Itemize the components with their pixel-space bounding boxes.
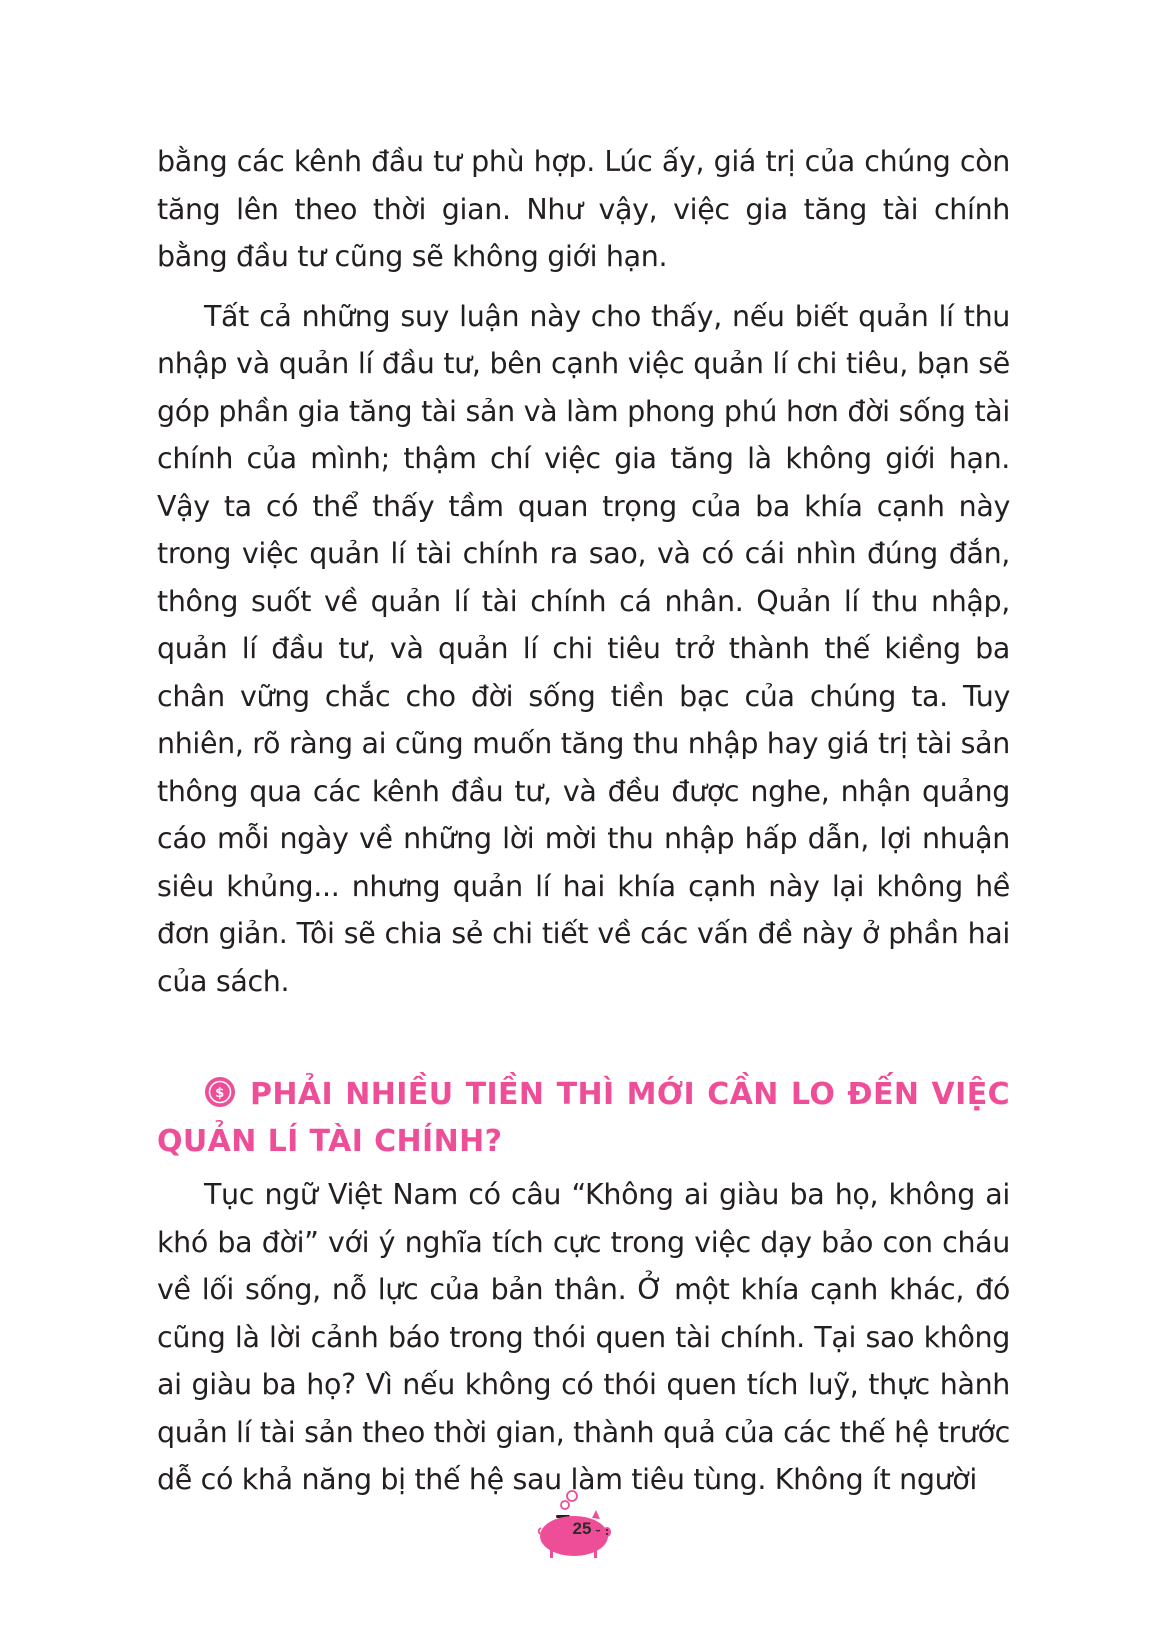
svg-text:$: $ (215, 1086, 225, 1101)
paragraph-3: Tục ngữ Việt Nam có câu “Không ai giàu ba họ, không ai khó ba đời” với ý nghĩa tích cực trong việc dạy bảo con cháu về lối sống, nỗ lực của bản thân. Ở một khía cạnh khác, đó cũng là lời cảnh báo trong thói quen tài chính. Tại sao không ai giàu ba họ? Vì nếu không có thói quen tích luỹ, thực hành quản lí tài sản theo thời gian, thành quả của các thế hệ trước dễ có khả năng bị thế hệ sau làm tiêu tùng. Không ít người (157, 1178, 1010, 1496)
paragraph-1: bằng các kênh đầu tư phù hợp. Lúc ấy, giá trị của chúng còn tăng lên theo thời gian. Như vậy, việc gia tăng tài chính bằng đầu tư cũng sẽ không giới hạn. (157, 145, 1010, 273)
page-number: 25 (572, 1519, 592, 1538)
paragraph-2: Tất cả những suy luận này cho thấy, nếu biết quản lí thu nhập và quản lí đầu tư, bên cạnh việc quản lí chi tiêu, bạn sẽ góp phần gia tăng tài sản và làm phong phú hơn đời sống tài chính của mình; thậm chí việc gia tăng là không giới hạn. Vậy ta có thể thấy tầm quan trọng của ba khía cạnh này trong việc quản lí tài chính ra sao, và có cái nhìn đúng đắn, thông suốt về quản lí tài chính cá nhân. Quản lí thu nhập, quản lí đầu tư, và quản lí chi tiêu trở thành thế kiềng ba chân vững chắc cho đời sống tiền bạc của chúng ta. Tuy nhiên, rõ ràng ai cũng muốn tăng thu nhập hay giá trị tài sản thông qua các kênh đầu tư, và đều được nghe, nhận quảng cáo mỗi ngày về những lời mời thu nhập hấp dẫn, lợi nhuận siêu khủng... nhưng quản lí hai khía cạnh này lại không hề đơn giản. Tôi sẽ chia sẻ chi tiết về các vấn đề này ở phần hai của sách. (157, 299, 1010, 998)
dollar-coin-icon (204, 1076, 236, 1108)
section-heading (157, 1071, 1010, 1165)
page-content (157, 138, 1010, 1504)
section-heading-text: PHẢI NHIỀU TIỀN THÌ MỚI CẦN LO ĐẾN VIỆC QUẢN LÍ TÀI CHÍNH? (157, 1077, 1010, 1159)
